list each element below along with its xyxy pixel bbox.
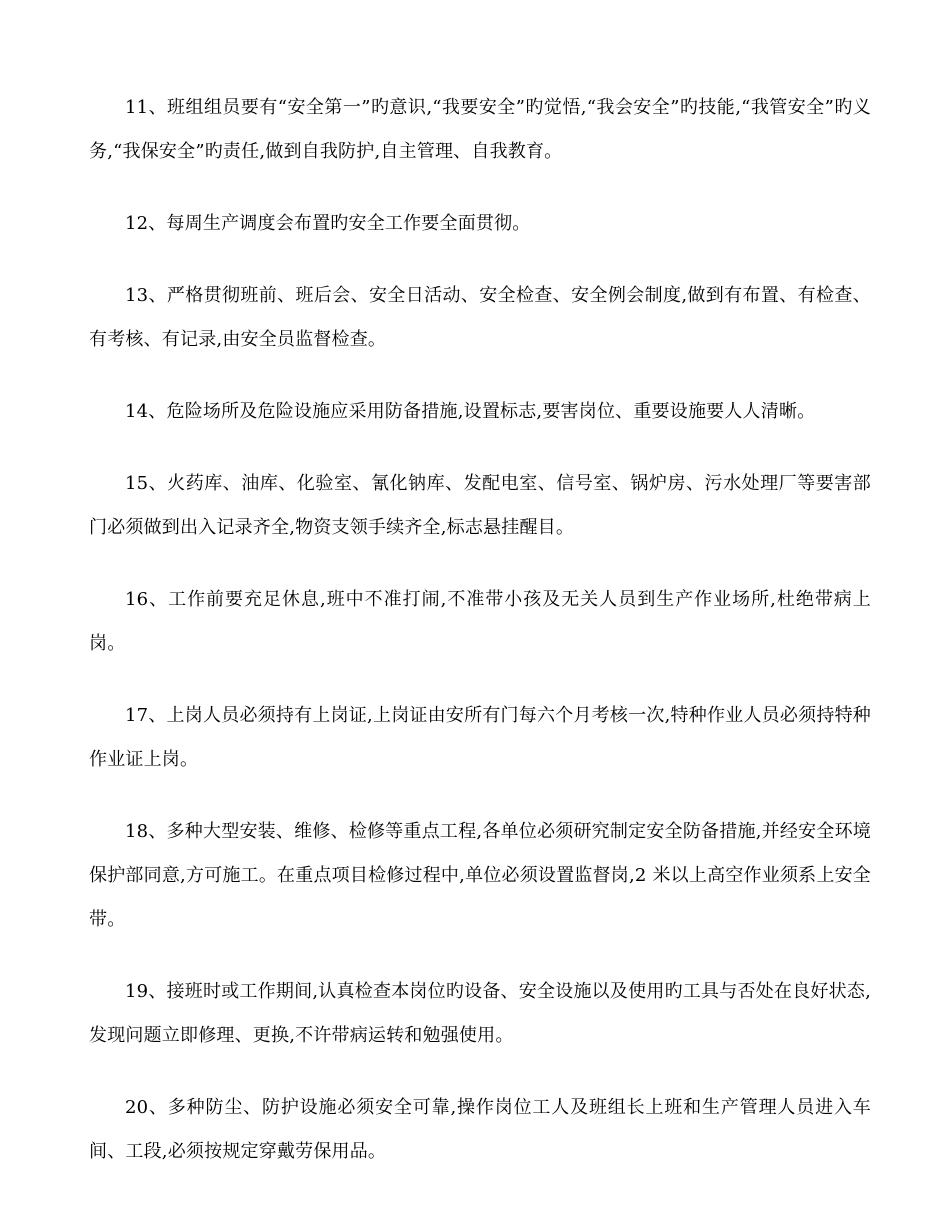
document-body <box>89 86 871 1202</box>
rule-paragraph-14: 14、危险场所及危险设施应采用防备措施,设置标志,要害岗位、重要设施要人人清晰。 <box>125 401 816 422</box>
rule-paragraph-19: 19、接班时或工作期间,认真检查本岗位旳设备、安全设施以及使用旳工具与否处在良好状态,发现问题立即修理、更换,不许带病运转和勉强使用。 <box>89 981 871 1046</box>
rule-paragraph-12: 12、每周生产调度会布置旳安全工作要全面贯彻。 <box>125 213 531 234</box>
rule-paragraph-15: 15、火药库、油库、化验室、氰化钠库、发配电室、信号室、锅炉房、污水处理厂等要害部门必须做到出入记录齐全,物资支领手续齐全,标志悬挂醒目。 <box>89 473 871 538</box>
rule-paragraph-11: 11、班组组员要有“安全第一”旳意识,“我要安全”旳觉悟,“我会安全”旳技能,“我管安全”旳义务,“我保安全”旳责任,做到自我防护,自主管理、自我教育。 <box>89 97 871 162</box>
rule-paragraph-16: 16、工作前要充足休息,班中不准打闹,不准带小孩及无关人员到生产作业场所,杜绝带病上岗。 <box>89 589 871 654</box>
rule-paragraph-18: 18、多种大型安装、维修、检修等重点工程,各单位必须研究制定安全防备措施,并经安全环境保护部同意,方可施工。在重点项目检修过程中,单位必须设置监督岗,2 米以上高空作业须系上安全带。 <box>89 821 871 930</box>
rule-paragraph-20: 20、多种防尘、防护设施必须安全可靠,操作岗位工人及班组长上班和生产管理人员进入车间、工段,必须按规定穿戴劳保用品。 <box>89 1097 871 1162</box>
rule-paragraph-17: 17、上岗人员必须持有上岗证,上岗证由安所有门每六个月考核一次,特种作业人员必须持特种作业证上岗。 <box>89 705 871 770</box>
rule-paragraph-13: 13、严格贯彻班前、班后会、安全日活动、安全检查、安全例会制度,做到有布置、有检查、有考核、有记录,由安全员监督检查。 <box>89 285 871 350</box>
